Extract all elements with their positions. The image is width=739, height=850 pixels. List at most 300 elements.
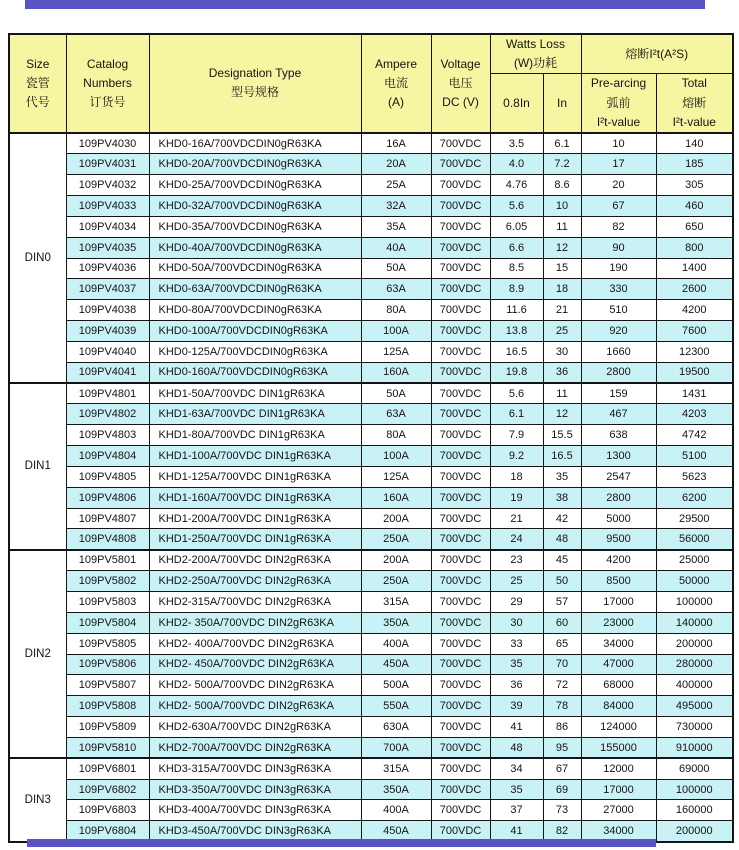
cell-total-i2t: 4203 xyxy=(656,404,733,425)
cell-catalog-number: 109PV4040 xyxy=(66,341,149,362)
cell-prearcing-i2t: 67 xyxy=(581,195,656,216)
cell-catalog-number: 109PV4034 xyxy=(66,216,149,237)
cell-ampere: 250A xyxy=(361,529,431,550)
cell-voltage: 700VDC xyxy=(431,696,490,717)
cell-ampere: 315A xyxy=(361,592,431,613)
cell-total-i2t: 650 xyxy=(656,216,733,237)
cell-prearcing-i2t: 4200 xyxy=(581,550,656,571)
cell-ampere: 160A xyxy=(361,362,431,383)
cell-prearcing-i2t: 17000 xyxy=(581,592,656,613)
cell-watts-in: 73 xyxy=(543,800,581,821)
cell-catalog-number: 109PV4041 xyxy=(66,362,149,383)
header-in: In xyxy=(543,74,581,133)
table-row xyxy=(9,508,733,529)
header-total: Total 熔断 I²t-value xyxy=(656,74,733,133)
top-divider-bar xyxy=(25,0,705,9)
cell-designation: KHD0-40A/700VDCDIN0gR63KA xyxy=(149,237,361,258)
cell-watts-08in: 29 xyxy=(490,592,543,613)
table-header xyxy=(9,34,733,133)
cell-prearcing-i2t: 2547 xyxy=(581,466,656,487)
table-row xyxy=(9,633,733,654)
cell-total-i2t: 1431 xyxy=(656,383,733,404)
cell-watts-08in: 35 xyxy=(490,779,543,800)
cell-watts-in: 70 xyxy=(543,654,581,675)
cell-ampere: 100A xyxy=(361,321,431,342)
cell-voltage: 700VDC xyxy=(431,592,490,613)
table-row xyxy=(9,237,733,258)
cell-voltage: 700VDC xyxy=(431,425,490,446)
cell-watts-in: 12 xyxy=(543,404,581,425)
cell-watts-in: 86 xyxy=(543,717,581,738)
header-catalog-numbers: Catalog Numbers 订货号 xyxy=(66,34,149,133)
cell-designation: KHD0-32A/700VDCDIN0gR63KA xyxy=(149,195,361,216)
cell-voltage: 700VDC xyxy=(431,195,490,216)
cell-voltage: 700VDC xyxy=(431,154,490,175)
cell-prearcing-i2t: 2800 xyxy=(581,487,656,508)
cell-voltage: 700VDC xyxy=(431,758,490,779)
cell-ampere: 200A xyxy=(361,508,431,529)
cell-total-i2t: 100000 xyxy=(656,592,733,613)
table-body xyxy=(9,133,733,842)
cell-watts-08in: 39 xyxy=(490,696,543,717)
cell-ampere: 100A xyxy=(361,446,431,467)
header-size: Size 瓷管 代号 xyxy=(9,34,66,133)
cell-total-i2t: 29500 xyxy=(656,508,733,529)
cell-total-i2t: 2600 xyxy=(656,279,733,300)
fuse-spec-table xyxy=(8,33,734,843)
cell-voltage: 700VDC xyxy=(431,550,490,571)
cell-designation: KHD0-16A/700VDCDIN0gR63KA xyxy=(149,133,361,154)
cell-watts-in: 82 xyxy=(543,821,581,842)
cell-watts-in: 6.1 xyxy=(543,133,581,154)
cell-watts-in: 72 xyxy=(543,675,581,696)
cell-total-i2t: 56000 xyxy=(656,529,733,550)
cell-watts-in: 8.6 xyxy=(543,175,581,196)
cell-designation: KHD2-315A/700VDC DIN2gR63KA xyxy=(149,592,361,613)
size-group-cell: DIN1 xyxy=(9,383,66,550)
cell-catalog-number: 109PV5803 xyxy=(66,592,149,613)
cell-ampere: 20A xyxy=(361,154,431,175)
cell-voltage: 700VDC xyxy=(431,216,490,237)
cell-prearcing-i2t: 1300 xyxy=(581,446,656,467)
cell-watts-in: 42 xyxy=(543,508,581,529)
cell-designation: KHD3-400A/700VDC DIN3gR63KA xyxy=(149,800,361,821)
cell-watts-in: 57 xyxy=(543,592,581,613)
cell-watts-08in: 6.05 xyxy=(490,216,543,237)
cell-designation: KHD2- 450A/700VDC DIN2gR63KA xyxy=(149,654,361,675)
cell-designation: KHD2-250A/700VDC DIN2gR63KA xyxy=(149,571,361,592)
cell-voltage: 700VDC xyxy=(431,487,490,508)
cell-prearcing-i2t: 159 xyxy=(581,383,656,404)
cell-catalog-number: 109PV4038 xyxy=(66,300,149,321)
cell-voltage: 700VDC xyxy=(431,383,490,404)
cell-total-i2t: 19500 xyxy=(656,362,733,383)
cell-designation: KHD1-100A/700VDC DIN1gR63KA xyxy=(149,446,361,467)
cell-watts-08in: 5.6 xyxy=(490,383,543,404)
table-row xyxy=(9,321,733,342)
cell-total-i2t: 5100 xyxy=(656,446,733,467)
cell-total-i2t: 100000 xyxy=(656,779,733,800)
cell-ampere: 16A xyxy=(361,133,431,154)
header-pre-arcing: Pre-arcing 弧前 I²t-value xyxy=(581,74,656,133)
table-row xyxy=(9,175,733,196)
table-row xyxy=(9,383,733,404)
cell-watts-08in: 4.0 xyxy=(490,154,543,175)
cell-watts-08in: 7.9 xyxy=(490,425,543,446)
cell-watts-in: 15 xyxy=(543,258,581,279)
cell-prearcing-i2t: 124000 xyxy=(581,717,656,738)
cell-prearcing-i2t: 17000 xyxy=(581,779,656,800)
cell-total-i2t: 185 xyxy=(656,154,733,175)
cell-watts-08in: 36 xyxy=(490,675,543,696)
cell-catalog-number: 109PV4803 xyxy=(66,425,149,446)
cell-total-i2t: 160000 xyxy=(656,800,733,821)
cell-voltage: 700VDC xyxy=(431,800,490,821)
cell-total-i2t: 730000 xyxy=(656,717,733,738)
cell-prearcing-i2t: 10 xyxy=(581,133,656,154)
cell-prearcing-i2t: 23000 xyxy=(581,612,656,633)
cell-designation: KHD0-63A/700VDCDIN0gR63KA xyxy=(149,279,361,300)
cell-ampere: 125A xyxy=(361,341,431,362)
cell-catalog-number: 109PV6801 xyxy=(66,758,149,779)
cell-prearcing-i2t: 467 xyxy=(581,404,656,425)
cell-watts-in: 18 xyxy=(543,279,581,300)
cell-watts-in: 45 xyxy=(543,550,581,571)
cell-total-i2t: 400000 xyxy=(656,675,733,696)
table-row xyxy=(9,216,733,237)
cell-watts-in: 60 xyxy=(543,612,581,633)
cell-total-i2t: 50000 xyxy=(656,571,733,592)
cell-voltage: 700VDC xyxy=(431,737,490,758)
cell-watts-08in: 4.76 xyxy=(490,175,543,196)
cell-ampere: 125A xyxy=(361,466,431,487)
cell-watts-in: 69 xyxy=(543,779,581,800)
table-row xyxy=(9,758,733,779)
cell-watts-08in: 13.8 xyxy=(490,321,543,342)
cell-watts-in: 38 xyxy=(543,487,581,508)
cell-watts-08in: 19 xyxy=(490,487,543,508)
cell-ampere: 400A xyxy=(361,800,431,821)
cell-voltage: 700VDC xyxy=(431,446,490,467)
cell-designation: KHD3-450A/700VDC DIN3gR63KA xyxy=(149,821,361,842)
cell-catalog-number: 109PV4031 xyxy=(66,154,149,175)
size-group-cell: DIN3 xyxy=(9,758,66,841)
cell-total-i2t: 280000 xyxy=(656,654,733,675)
cell-prearcing-i2t: 9500 xyxy=(581,529,656,550)
cell-watts-in: 67 xyxy=(543,758,581,779)
cell-watts-08in: 35 xyxy=(490,654,543,675)
cell-ampere: 80A xyxy=(361,300,431,321)
cell-catalog-number: 109PV5802 xyxy=(66,571,149,592)
header-08in: 0.8In xyxy=(490,74,543,133)
cell-voltage: 700VDC xyxy=(431,133,490,154)
cell-watts-in: 95 xyxy=(543,737,581,758)
cell-designation: KHD2-700A/700VDC DIN2gR63KA xyxy=(149,737,361,758)
cell-watts-08in: 19.8 xyxy=(490,362,543,383)
cell-prearcing-i2t: 510 xyxy=(581,300,656,321)
cell-prearcing-i2t: 190 xyxy=(581,258,656,279)
cell-catalog-number: 109PV4036 xyxy=(66,258,149,279)
cell-designation: KHD1-160A/700VDC DIN1gR63KA xyxy=(149,487,361,508)
cell-catalog-number: 109PV4807 xyxy=(66,508,149,529)
cell-catalog-number: 109PV5809 xyxy=(66,717,149,738)
cell-prearcing-i2t: 68000 xyxy=(581,675,656,696)
cell-watts-08in: 21 xyxy=(490,508,543,529)
cell-ampere: 700A xyxy=(361,737,431,758)
table-row xyxy=(9,654,733,675)
cell-ampere: 63A xyxy=(361,279,431,300)
cell-designation: KHD2-630A/700VDC DIN2gR63KA xyxy=(149,717,361,738)
cell-watts-in: 36 xyxy=(543,362,581,383)
table-row xyxy=(9,529,733,550)
cell-ampere: 35A xyxy=(361,216,431,237)
cell-watts-08in: 30 xyxy=(490,612,543,633)
cell-ampere: 160A xyxy=(361,487,431,508)
cell-prearcing-i2t: 34000 xyxy=(581,633,656,654)
table-row xyxy=(9,258,733,279)
cell-voltage: 700VDC xyxy=(431,300,490,321)
cell-watts-in: 21 xyxy=(543,300,581,321)
cell-designation: KHD0-80A/700VDCDIN0gR63KA xyxy=(149,300,361,321)
cell-designation: KHD0-125A/700VDCDIN0gR63KA xyxy=(149,341,361,362)
cell-designation: KHD1-50A/700VDC DIN1gR63KA xyxy=(149,383,361,404)
cell-prearcing-i2t: 47000 xyxy=(581,654,656,675)
cell-total-i2t: 495000 xyxy=(656,696,733,717)
cell-prearcing-i2t: 920 xyxy=(581,321,656,342)
cell-total-i2t: 305 xyxy=(656,175,733,196)
table-row xyxy=(9,612,733,633)
cell-watts-in: 35 xyxy=(543,466,581,487)
cell-watts-08in: 8.5 xyxy=(490,258,543,279)
cell-catalog-number: 109PV4801 xyxy=(66,383,149,404)
cell-ampere: 450A xyxy=(361,821,431,842)
table-row xyxy=(9,362,733,383)
cell-voltage: 700VDC xyxy=(431,175,490,196)
cell-watts-08in: 41 xyxy=(490,821,543,842)
cell-total-i2t: 7600 xyxy=(656,321,733,342)
table-row xyxy=(9,466,733,487)
cell-ampere: 400A xyxy=(361,633,431,654)
cell-ampere: 32A xyxy=(361,195,431,216)
cell-watts-in: 78 xyxy=(543,696,581,717)
cell-total-i2t: 200000 xyxy=(656,633,733,654)
cell-prearcing-i2t: 12000 xyxy=(581,758,656,779)
cell-catalog-number: 109PV4805 xyxy=(66,466,149,487)
table-row xyxy=(9,133,733,154)
cell-watts-08in: 6.1 xyxy=(490,404,543,425)
cell-catalog-number: 109PV4033 xyxy=(66,195,149,216)
cell-prearcing-i2t: 2800 xyxy=(581,362,656,383)
cell-total-i2t: 25000 xyxy=(656,550,733,571)
header-i2t: 熔断I²t(A²S) xyxy=(581,34,733,74)
cell-prearcing-i2t: 17 xyxy=(581,154,656,175)
cell-prearcing-i2t: 82 xyxy=(581,216,656,237)
cell-catalog-number: 109PV6803 xyxy=(66,800,149,821)
cell-ampere: 350A xyxy=(361,612,431,633)
table-row xyxy=(9,487,733,508)
cell-designation: KHD1-80A/700VDC DIN1gR63KA xyxy=(149,425,361,446)
cell-designation: KHD1-200A/700VDC DIN1gR63KA xyxy=(149,508,361,529)
cell-voltage: 700VDC xyxy=(431,675,490,696)
cell-watts-in: 65 xyxy=(543,633,581,654)
table-row xyxy=(9,717,733,738)
cell-watts-in: 15.5 xyxy=(543,425,581,446)
cell-prearcing-i2t: 5000 xyxy=(581,508,656,529)
cell-voltage: 700VDC xyxy=(431,404,490,425)
cell-prearcing-i2t: 1660 xyxy=(581,341,656,362)
cell-designation: KHD1-63A/700VDC DIN1gR63KA xyxy=(149,404,361,425)
table-row xyxy=(9,195,733,216)
cell-watts-08in: 33 xyxy=(490,633,543,654)
cell-total-i2t: 800 xyxy=(656,237,733,258)
cell-watts-in: 48 xyxy=(543,529,581,550)
cell-ampere: 63A xyxy=(361,404,431,425)
cell-watts-08in: 24 xyxy=(490,529,543,550)
cell-watts-08in: 48 xyxy=(490,737,543,758)
table-row xyxy=(9,675,733,696)
table-row xyxy=(9,300,733,321)
table-row xyxy=(9,696,733,717)
cell-ampere: 50A xyxy=(361,383,431,404)
cell-total-i2t: 200000 xyxy=(656,821,733,842)
cell-total-i2t: 140 xyxy=(656,133,733,154)
cell-watts-08in: 25 xyxy=(490,571,543,592)
cell-voltage: 700VDC xyxy=(431,571,490,592)
cell-watts-08in: 6.6 xyxy=(490,237,543,258)
cell-voltage: 700VDC xyxy=(431,508,490,529)
cell-total-i2t: 4200 xyxy=(656,300,733,321)
bottom-divider-bar xyxy=(27,839,656,847)
cell-ampere: 500A xyxy=(361,675,431,696)
cell-watts-in: 30 xyxy=(543,341,581,362)
cell-prearcing-i2t: 8500 xyxy=(581,571,656,592)
cell-watts-08in: 5.6 xyxy=(490,195,543,216)
cell-prearcing-i2t: 638 xyxy=(581,425,656,446)
cell-prearcing-i2t: 20 xyxy=(581,175,656,196)
cell-catalog-number: 109PV6802 xyxy=(66,779,149,800)
cell-catalog-number: 109PV4030 xyxy=(66,133,149,154)
cell-voltage: 700VDC xyxy=(431,633,490,654)
cell-designation: KHD0-25A/700VDCDIN0gR63KA xyxy=(149,175,361,196)
cell-watts-08in: 37 xyxy=(490,800,543,821)
header-watts-loss: Watts Loss (W)功耗 xyxy=(490,34,581,74)
cell-watts-08in: 34 xyxy=(490,758,543,779)
cell-voltage: 700VDC xyxy=(431,717,490,738)
cell-catalog-number: 109PV4037 xyxy=(66,279,149,300)
cell-voltage: 700VDC xyxy=(431,654,490,675)
cell-ampere: 25A xyxy=(361,175,431,196)
cell-prearcing-i2t: 27000 xyxy=(581,800,656,821)
cell-catalog-number: 109PV6804 xyxy=(66,821,149,842)
cell-voltage: 700VDC xyxy=(431,779,490,800)
cell-designation: KHD0-50A/700VDCDIN0gR63KA xyxy=(149,258,361,279)
table-row xyxy=(9,404,733,425)
cell-catalog-number: 109PV5804 xyxy=(66,612,149,633)
size-group-cell: DIN2 xyxy=(9,550,66,758)
cell-catalog-number: 109PV5808 xyxy=(66,696,149,717)
cell-designation: KHD1-125A/700VDC DIN1gR63KA xyxy=(149,466,361,487)
cell-voltage: 700VDC xyxy=(431,612,490,633)
cell-ampere: 550A xyxy=(361,696,431,717)
cell-watts-08in: 16.5 xyxy=(490,341,543,362)
cell-ampere: 40A xyxy=(361,237,431,258)
table-row xyxy=(9,446,733,467)
cell-catalog-number: 109PV5805 xyxy=(66,633,149,654)
cell-watts-in: 7.2 xyxy=(543,154,581,175)
cell-designation: KHD0-35A/700VDCDIN0gR63KA xyxy=(149,216,361,237)
cell-prearcing-i2t: 34000 xyxy=(581,821,656,842)
cell-designation: KHD2- 500A/700VDC DIN2gR63KA xyxy=(149,696,361,717)
cell-total-i2t: 69000 xyxy=(656,758,733,779)
cell-total-i2t: 4742 xyxy=(656,425,733,446)
cell-watts-in: 12 xyxy=(543,237,581,258)
header-voltage: Voltage 电压 DC (V) xyxy=(431,34,490,133)
cell-designation: KHD2- 500A/700VDC DIN2gR63KA xyxy=(149,675,361,696)
cell-voltage: 700VDC xyxy=(431,341,490,362)
header-ampere: Ampere 电流 (A) xyxy=(361,34,431,133)
cell-total-i2t: 1400 xyxy=(656,258,733,279)
cell-catalog-number: 109PV4804 xyxy=(66,446,149,467)
cell-prearcing-i2t: 84000 xyxy=(581,696,656,717)
header-designation-type: Designation Type 型号规格 xyxy=(149,34,361,133)
cell-voltage: 700VDC xyxy=(431,237,490,258)
cell-prearcing-i2t: 155000 xyxy=(581,737,656,758)
table-row xyxy=(9,425,733,446)
cell-ampere: 315A xyxy=(361,758,431,779)
cell-voltage: 700VDC xyxy=(431,821,490,842)
cell-catalog-number: 109PV4802 xyxy=(66,404,149,425)
cell-voltage: 700VDC xyxy=(431,321,490,342)
cell-watts-08in: 23 xyxy=(490,550,543,571)
cell-watts-08in: 41 xyxy=(490,717,543,738)
table-row xyxy=(9,779,733,800)
cell-prearcing-i2t: 330 xyxy=(581,279,656,300)
cell-designation: KHD0-100A/700VDCDIN0gR63KA xyxy=(149,321,361,342)
cell-ampere: 350A xyxy=(361,779,431,800)
cell-ampere: 50A xyxy=(361,258,431,279)
cell-watts-in: 10 xyxy=(543,195,581,216)
cell-voltage: 700VDC xyxy=(431,279,490,300)
size-group-cell: DIN0 xyxy=(9,133,66,383)
cell-total-i2t: 5623 xyxy=(656,466,733,487)
cell-prearcing-i2t: 90 xyxy=(581,237,656,258)
cell-watts-08in: 9.2 xyxy=(490,446,543,467)
cell-watts-in: 50 xyxy=(543,571,581,592)
cell-total-i2t: 460 xyxy=(656,195,733,216)
cell-designation: KHD0-160A/700VDCDIN0gR63KA xyxy=(149,362,361,383)
cell-designation: KHD0-20A/700VDCDIN0gR63KA xyxy=(149,154,361,175)
cell-watts-08in: 8.9 xyxy=(490,279,543,300)
cell-catalog-number: 109PV4039 xyxy=(66,321,149,342)
table-row xyxy=(9,571,733,592)
cell-catalog-number: 109PV4806 xyxy=(66,487,149,508)
cell-voltage: 700VDC xyxy=(431,362,490,383)
table-row xyxy=(9,592,733,613)
cell-catalog-number: 109PV4035 xyxy=(66,237,149,258)
cell-catalog-number: 109PV5801 xyxy=(66,550,149,571)
cell-watts-in: 11 xyxy=(543,216,581,237)
cell-ampere: 200A xyxy=(361,550,431,571)
cell-watts-in: 25 xyxy=(543,321,581,342)
table-row xyxy=(9,279,733,300)
cell-catalog-number: 109PV5810 xyxy=(66,737,149,758)
cell-designation: KHD2-200A/700VDC DIN2gR63KA xyxy=(149,550,361,571)
cell-watts-08in: 3.5 xyxy=(490,133,543,154)
cell-watts-08in: 18 xyxy=(490,466,543,487)
cell-designation: KHD3-350A/700VDC DIN3gR63KA xyxy=(149,779,361,800)
cell-catalog-number: 109PV5807 xyxy=(66,675,149,696)
table-row xyxy=(9,800,733,821)
